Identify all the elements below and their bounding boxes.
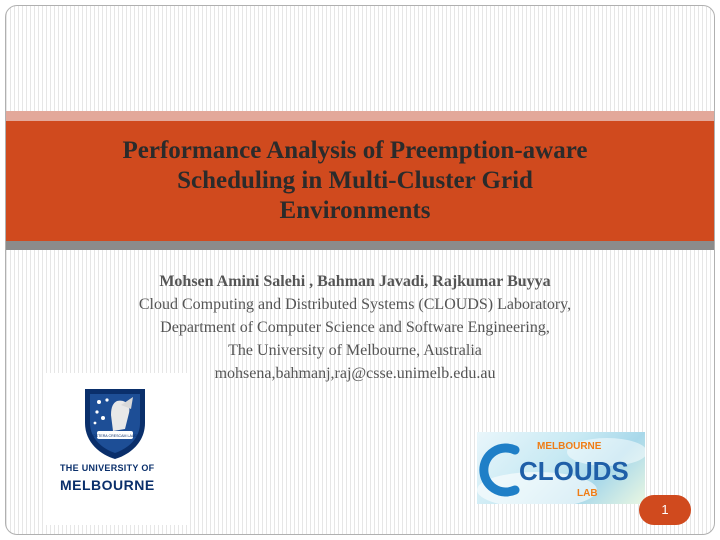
logo-melbourne-text: MELBOURNE: [60, 477, 155, 493]
page-number-badge: 1: [639, 495, 691, 525]
logo-university-of-text: THE UNIVERSITY OF: [60, 463, 155, 473]
clouds-lab-logo: [477, 432, 645, 504]
title-line: Scheduling in Multi-Cluster Grid: [177, 167, 533, 194]
author-emails: mohsena,bahmanj,raj@csse.unimelb.edu.au: [214, 365, 496, 382]
title-band-bottom-stripe: [6, 241, 714, 250]
clouds-lab-logo-graphic: [477, 432, 645, 504]
author-names: Mohsen Amini Salehi , Bahman Javadi, Rajkumar Buyya: [159, 273, 551, 290]
logo-clouds-top-text: MELBOURNE: [537, 441, 602, 452]
title-line: Environments: [279, 197, 431, 224]
title-line: Performance Analysis of Preemption-aware: [122, 137, 588, 164]
logo-clouds-main-text: CLOUDS: [519, 456, 629, 486]
slide-title: [40, 136, 670, 226]
affiliation-department: Department of Computer Science and Software Engineering,: [160, 319, 550, 336]
title-band-top-stripe: [6, 111, 714, 121]
university-of-melbourne-logo: [44, 373, 189, 525]
crest-motto: POSTERA CRESCAM LAUDE: [90, 434, 140, 438]
university-crest-icon: [81, 385, 149, 461]
logo-clouds-bottom-text: LAB: [577, 488, 598, 499]
affiliation-university: The University of Melbourne, Australia: [228, 342, 482, 359]
authors-block: [60, 270, 650, 385]
affiliation-lab: Cloud Computing and Distributed Systems (CLOUDS) Laboratory,: [138, 296, 572, 313]
